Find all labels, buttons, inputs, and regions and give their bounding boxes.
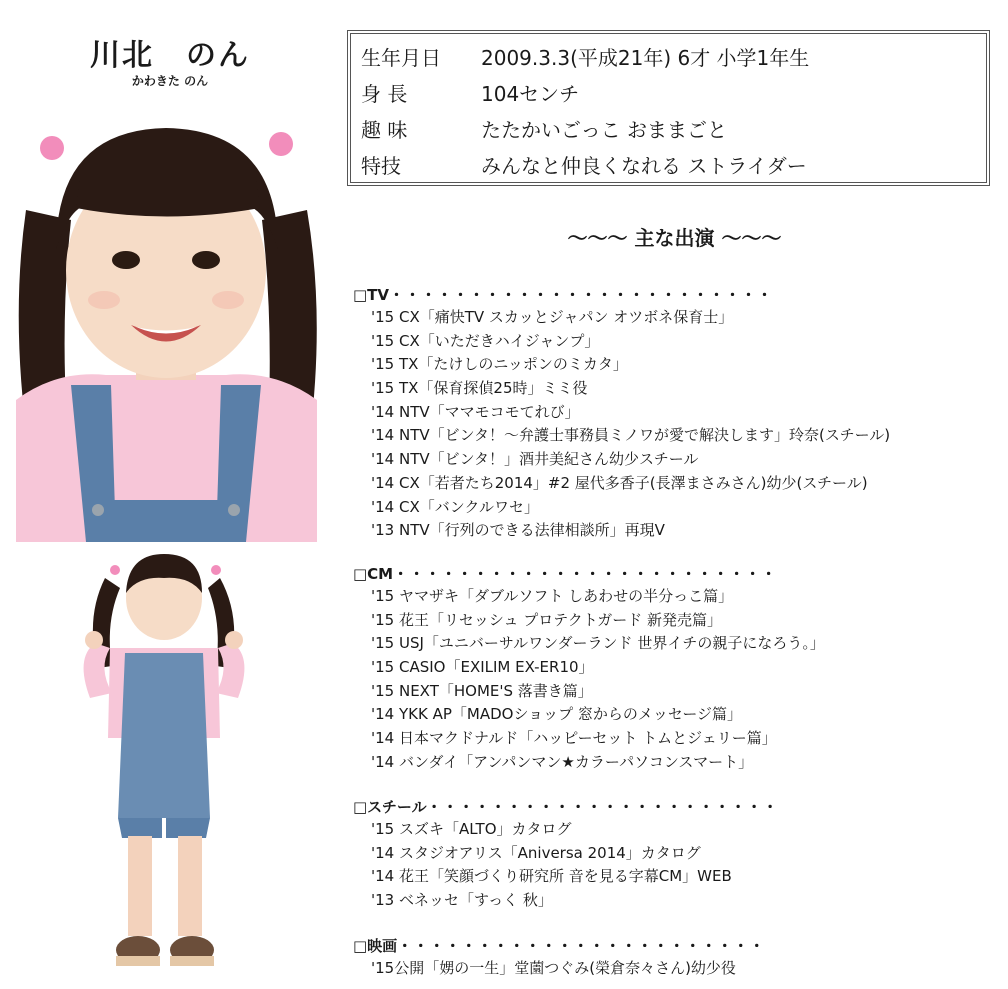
list-item: '14 NTV「ママモコモてれび」 (371, 402, 580, 421)
list-item: '14 日本マクドナルド「ハッピーセット トムとジェリー篇」 (371, 729, 777, 748)
list-item: '13 NTV「行列のできる法律相談所」再現V (371, 521, 665, 540)
list-item: '15 USJ「ユニバーサルワンダーランド 世界イチの親子になろう。」 (371, 634, 825, 653)
list-item: '15 CX「いただきハイジャンプ」 (371, 331, 600, 350)
section-still (353, 796, 1003, 913)
section-title: □CM・・・・・・・・・・・・・・・・・・・・・・・・ (353, 565, 778, 583)
section-title: □TV・・・・・・・・・・・・・・・・・・・・・・・・ (353, 286, 774, 304)
section-cm (353, 563, 1003, 775)
section-title: □映画・・・・・・・・・・・・・・・・・・・・・・・ (353, 937, 766, 955)
list-item: '15 花王「リセッシュ プロテクトガード 新発売篇」 (371, 610, 723, 629)
list-item: '15 CASIO「EXILIM EX-ER10」 (371, 658, 594, 677)
list-item: '14 スタジオアリス「Aniversa 2014」カタログ (371, 843, 701, 862)
profile-label: 生年月日 (361, 45, 441, 70)
section-title: □スチール・・・・・・・・・・・・・・・・・・・・・・ (353, 798, 779, 816)
profile-label: 身 長 (361, 81, 408, 106)
headshot-photo (16, 100, 317, 542)
list-item: '15 TX「保育探偵25時」ミミ役 (371, 379, 588, 398)
full-body-photo (70, 548, 260, 984)
list-item: '15 NEXT「HOME'S 落書き篇」 (371, 681, 593, 700)
list-item: '15公開「娚の一生」堂薗つぐみ(榮倉奈々さん)幼少役 (371, 959, 736, 977)
list-item: '14 NTV「ビンタ！～弁護士事務員ミノワが愛で解決します」玲奈(スチール) (371, 426, 891, 445)
list-item: '15 スズキ「ALTO」カタログ (371, 820, 572, 838)
talent-name: 川北 のん (90, 38, 250, 73)
profile-value: みんなと仲良くなれる ストライダー (481, 153, 807, 178)
profile-label: 趣 味 (361, 117, 408, 142)
list-item: '14 YKK AP「MADOショップ 窓からのメッセージ篇」 (371, 705, 743, 724)
list-item: '15 TX「たけしのニッポンのミカタ」 (371, 355, 628, 374)
profile-row-height (361, 74, 976, 110)
profile-label: 特技 (361, 153, 401, 178)
profile-table (347, 30, 990, 186)
profile-photos-column (0, 0, 330, 989)
list-item: '14 花王「笑顔づくり研究所 音を見る字幕CM」WEB (371, 867, 732, 886)
list-item: '14 NTV「ビンタ！」酒井美紀さん幼少スチール (371, 450, 699, 469)
profile-value: 104センチ (481, 81, 580, 106)
list-item: '14 CX「若者たち2014」#2 屋代多香子(長澤まさみさん)幼少(スチール) (371, 473, 868, 492)
profile-row-birthdate (361, 38, 976, 74)
list-item: '15 CX「痛快TV スカッとジャパン オツボネ保育士」 (371, 308, 734, 326)
profile-row-hobby (361, 110, 976, 146)
list-item: '14 CX「バンクルワセ」 (371, 497, 539, 516)
list-item: '14 バンダイ「アンパンマン★カラーパソコンスマート」 (371, 752, 754, 771)
profile-value: たたかいごっこ おままごと (481, 117, 727, 142)
appearances-heading: ～～～ 主な出演 ～～～ (567, 226, 782, 250)
list-item: '15 ヤマザキ「ダブルソフト しあわせの半分っこ篇」 (371, 587, 734, 605)
section-movie (353, 935, 1003, 981)
section-tv (353, 284, 1003, 543)
list-item: '13 ベネッセ「すっく 秋」 (371, 891, 553, 910)
talent-name-kana: かわきた のん (131, 74, 209, 88)
profile-row-skill (361, 146, 976, 182)
profile-value: 2009.3.3(平成21年) 6才 小学1年生 (481, 45, 810, 70)
